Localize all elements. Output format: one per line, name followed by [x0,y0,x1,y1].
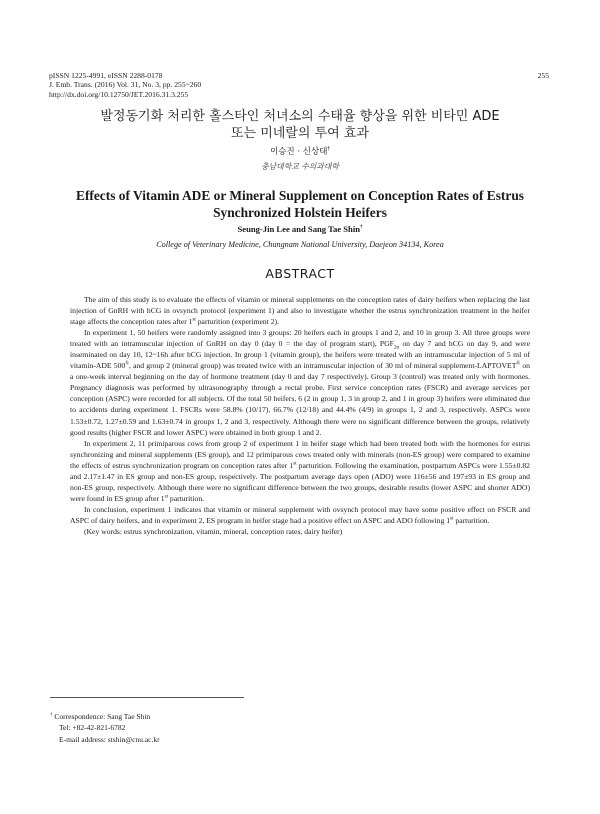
english-title-line1: Effects of Vitamin ADE or Mineral Supplement on Conception Rates of Estrus [76,188,524,203]
korean-title [0,108,600,142]
issn-line: pISSN 1225-4991, eISSN 2288-0178 [49,71,163,80]
abstract-body [70,294,530,537]
english-title-line2: Synchronized Holstein Heifers [213,205,387,220]
journal-citation: J. Emb. Trans. (2016) Vol. 31, No. 3, pp. 255~260 [49,80,202,90]
correspondence-line: † Correspondence: Sang Tae Shin [50,712,151,721]
korean-author-mark: † [327,146,330,153]
korean-affiliation: 충남대학교 수의과대학 [261,162,339,171]
english-affiliation: College of Veterinary Medicine, Chungnam National University, Daejeon 34134, Korea [156,240,444,249]
korean-authors [0,145,600,157]
footnote-mark: † [50,712,53,718]
abstract-keywords: (Key words: estrus synchronization, vitamin, mineral, conception rates, dairy heifer) [84,526,343,536]
doi-link[interactable]: http://dx.doi.org/10.12750/JET.2016.31.3.255 [49,89,189,99]
journal-header [49,71,549,99]
english-title [0,187,600,221]
english-author-names: Seung-Jin Lee and Sang Tae Shin [237,224,360,234]
abstract-paragraph-experiment2: In experiment 2, 11 primiparous cows from group 2 of experiment 1 in heifer stage which had been treated both with the hormones for estrus synchronizing and mineral supplements (ES group), and 12 primiparous cows treated only with minerals (non-ES group) were compared to examine the effects of estrus synchronization program on conception rates after 1st parturition. Following the examination, postpartum ASPCs were 1.55±0.82 and 2.17±1.47 in ES group and non-ES group, respectively. The postpartum average days open (ADO) were 116±56 and 197±93 in ES group and non-ES group, respectively. Although there were no significant difference between the two groups, desirable results (lower ASPC and shorter ADO) were found in ES group after 1st parturition. [70,438,530,503]
footnote-divider [50,697,244,698]
abstract-paragraph-experiment1: In experiment 1, 50 heifers were randomly assigned into 3 groups: 20 heifers each in groups 1 and 2, and 10 in group 3. All three groups were treated with an intramuscular injection of GnRH on day 0 (day 0 = the day of program start), $PGF_{2\alpha}$ on day 7 and hCG on day 9, and were inseminated on day 10, 12~16h after hCG injection. In group 1 (vitamin group), the heifers were treated with an intramuscular injection of 5 ml of vitamin-ADE 500®, and group 2 (mineral group) was treated twice with an intramuscular injection of 30 ml of mineral supplement-LAPTOVET® on a one-week interval beginning on the day of hormone treatment (day 0 and day 7 respectively). Group 3 (control) was treated only with hormones. Pregnancy diagnosis was performed by ultrasonography through a rectal probe. First service conception rates (FSCR) and average services per conception (ASPC) were recorded for all subjects. Of the total 50 heifers, 6 (2 in group 1, 3 in group 2, and 1 in group 3) heifers were eliminated due to accidents during experiment 1. FSCRs were 58.8% (10/17), 66.7% (12/18) and 44.4% (4/9) in groups 1, 2 and 3, respectively. ASPCs were 1.53±0.72, 1.27±0.59 and 1.63±0.74 in groups 1, 2 and 3, respectively. Although there were no significant difference between the groups, relatively good results (higher FSCR and lower ASPC) were obtained in both group 1 and 2. [70,328,530,437]
korean-title-line2: 또는 미네랄의 투여 효과 [231,126,369,141]
korean-title-line1: 발정동기화 처리한 홀스타인 처녀소의 수태율 향상을 위한 비타민 ADE [100,109,500,124]
email-line[interactable]: E-mail address: stshin@cnu.ac.kr [59,734,160,744]
correspondence-footnote [50,711,160,745]
english-authors [0,224,600,234]
korean-author-names: 이승진 · 신상태 [270,147,328,157]
abstract-heading: ABSTRACT [265,266,335,281]
page-number: 255 [537,71,549,80]
abstract-paragraph-aim: The aim of this study is to evaluate the effects of vitamin or mineral supplements on the conception rates of dairy heifers when replacing the last injection of GnRH with hCG in ovsynch protocol (experiment 1) and also to investigate whether the estrus synchronization treatment in the heifer stage affects the conception rates after 1st parturition (experiment 2). [70,295,530,327]
telephone-line: Tel: +82-42-821-6782 [59,723,126,733]
abstract-paragraph-conclusion: In conclusion, experiment 1 indicates that vitamin or mineral supplement with ovsynch protocol may have some positive effect on FSCR and ASPC of dairy heifers, and in experiment 2, ES program in heifer stage had a positive effect on ASPC and ADO following 1st parturition. [70,504,530,525]
english-author-mark: † [360,225,363,231]
